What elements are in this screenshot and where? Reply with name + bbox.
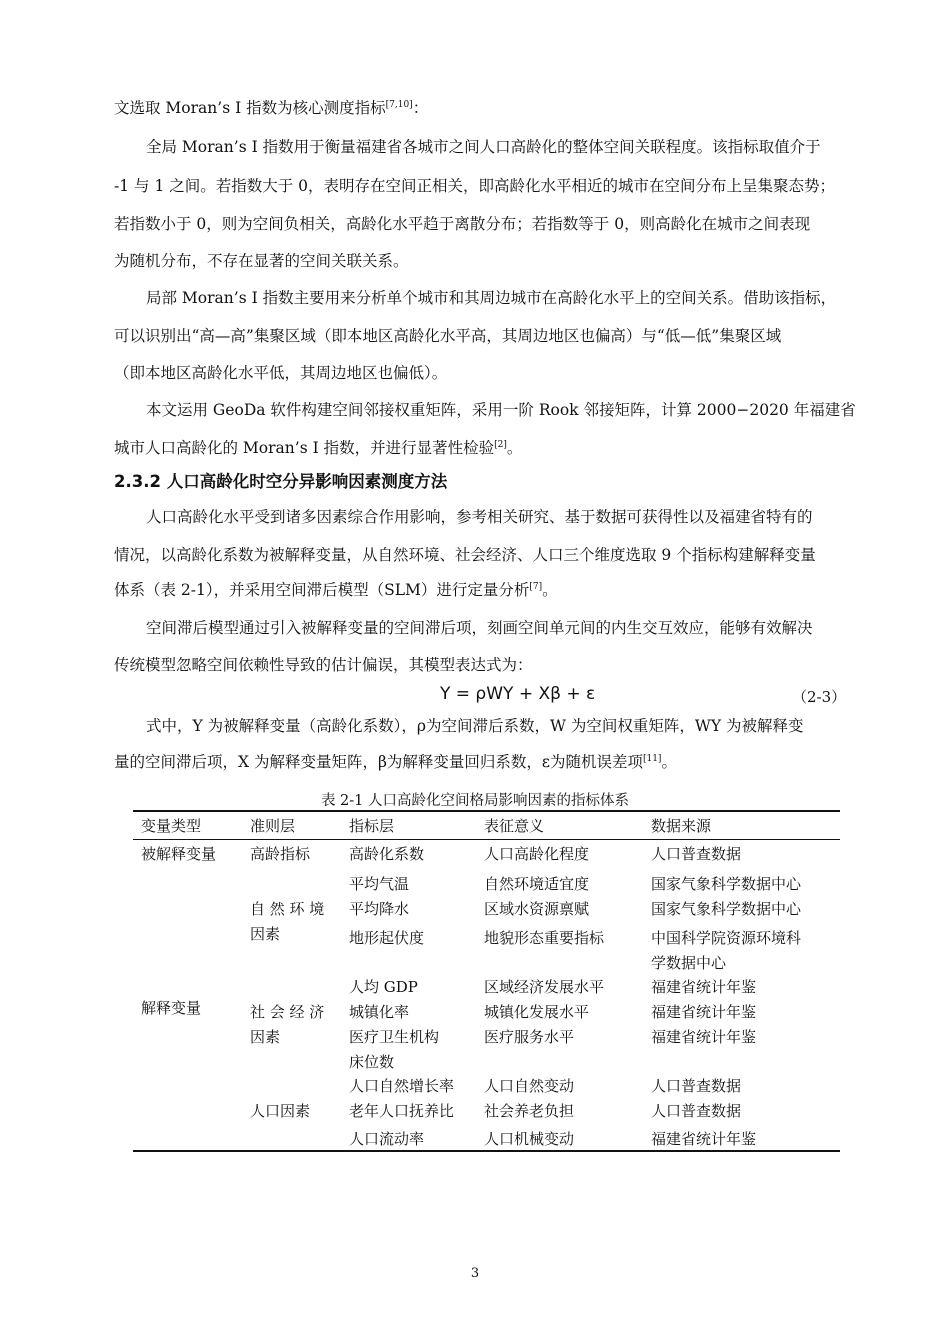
paragraph-factors-line: 情况，以高龄化系数为被解释变量，从自然环境、社会经济、人口三个维度选取 9 个指标构建解释变量: [114, 546, 816, 564]
paragraph-factors-line: [114, 580, 860, 600]
paragraph-local-moran-line: （即本地区高龄化水平低，其周边地区也偏低）。: [114, 364, 448, 382]
table-cell-source: 福建省统计年鉴: [651, 978, 757, 996]
table-cell-meaning: 人口自然变动: [484, 1077, 575, 1095]
paragraph-global-moran-line: 为随机分布，不存在显著的空间关联关系。: [114, 252, 409, 270]
equation-number: （2-3）: [792, 688, 847, 706]
table-cell-indicator: 人均 GDP: [349, 978, 418, 996]
table-cell-indicator: 人口流动率: [349, 1130, 425, 1148]
citation: [7,10]: [385, 100, 413, 110]
paragraph-local-moran-line: 局部 Moran’s I 指数主要用来分析单个城市和其周边城市在高龄化水平上的空间关系。借助该指标，: [146, 289, 837, 307]
table-cell-meaning: 社会养老负担: [484, 1102, 575, 1120]
table-cell-meaning: 区域经济发展水平: [484, 978, 605, 996]
table-bottom-rule: [133, 1150, 840, 1152]
table-cell-meaning: 地貌形态重要指标: [484, 929, 605, 947]
paragraph-variables-line: 式中，Y 为被解释变量（高龄化系数），ρ为空间滞后系数，W 为空间权重矩阵，WY 为被解释变: [146, 717, 804, 735]
paragraph-global-moran-line: -1 与 1 之间。若指数大于 0，表明存在空间正相关，即高龄化水平相近的城市在空间分布上呈集聚态势；: [114, 177, 836, 195]
paragraph-local-moran-line: 可以识别出“高—高”集聚区域（即本地区高龄化水平高，其周边地区也偏高）与“低—低”集聚区域: [114, 327, 782, 345]
table-cell-indicator: 老年人口抚养比: [349, 1102, 455, 1120]
table-cell-source: 福建省统计年鉴: [651, 1003, 757, 1021]
table-cell-indicator: 高龄化系数: [349, 845, 425, 863]
paragraph-factors-line: 人口高龄化水平受到诸多因素综合作用影响，参考相关研究、基于数据可获得性以及福建省特有的: [146, 508, 813, 526]
paragraph-global-moran-line: 若指数小于 0，则为空间负相关，高龄化水平趋于离散分布；若指数等于 0，则高龄化在城市之间表现: [114, 215, 811, 233]
table-header-cell: 准则层: [250, 817, 296, 835]
table-cell-criterion: 人口因素: [250, 1102, 311, 1120]
text-span: 体系（表 2-1），并采用空间滞后模型（SLM）进行定量分析: [114, 581, 530, 599]
table-cell-source: 人口普查数据: [651, 1102, 742, 1120]
table-cell-indicator: 人口自然增长率: [349, 1077, 455, 1095]
text-span: 。: [661, 753, 677, 771]
table-cell-source: 人口普查数据: [651, 845, 742, 863]
citation: [11]: [642, 754, 662, 764]
paragraph-intro-tail: [114, 98, 860, 118]
text-span: ：: [412, 99, 429, 117]
citation: [7]: [529, 582, 543, 592]
text-span: 。: [542, 581, 558, 599]
table-cell-source: 人口普查数据: [651, 1077, 742, 1095]
table-cell-indicator: 医疗卫生机构: [349, 1028, 440, 1046]
formula: Y = ρWY + Xβ + ε: [440, 684, 596, 704]
table-cell-source: 福建省统计年鉴: [651, 1028, 757, 1046]
table-header-cell: 指标层: [349, 817, 395, 835]
page-number: 3: [470, 1266, 480, 1281]
text-span: 城市人口高龄化的 Moran’s I 指数，并进行显著性检验: [114, 439, 495, 457]
text-span: 量的空间滞后项，X 为解释变量矩阵，β为解释变量回归系数，ε为随机误差项: [114, 753, 643, 771]
paragraph-geoda-line: 本文运用 GeoDa 软件构建空间邻接权重矩阵，采用一阶 Rook 邻接矩阵，计算 2000−2020 年福建省: [146, 401, 856, 419]
table-cell-meaning: 区域水资源禀赋: [484, 900, 590, 918]
table-cell-type: 解释变量: [141, 999, 202, 1017]
table-cell-criterion: 因素: [250, 925, 281, 943]
section-heading: 2.3.2 人口高龄化时空分异影响因素测度方法: [114, 472, 448, 491]
text-span: 。: [506, 439, 523, 457]
table-cell-indicator: 平均气温: [349, 875, 410, 893]
table-top-rule: [133, 810, 840, 812]
paragraph-global-moran-line: 全局 Moran’s I 指数用于衡量福建省各城市之间人口高龄化的整体空间关联程度。该指标取值介于: [146, 138, 821, 156]
table-header-rule: [133, 839, 840, 840]
table-cell-type: 被解释变量: [141, 845, 217, 863]
table-cell-criterion: 社 会 经 济: [250, 1003, 325, 1021]
table-cell-criterion: 高龄指标: [250, 845, 311, 863]
table-cell-indicator: 城镇化率: [349, 1003, 410, 1021]
table-cell-criterion: 因素: [250, 1028, 281, 1046]
table-cell-source: 国家气象科学数据中心: [651, 875, 802, 893]
table-caption: 表 2-1 人口高龄化空间格局影响因素的指标体系: [320, 793, 630, 809]
table-cell-source: 福建省统计年鉴: [651, 1130, 757, 1148]
table-header-cell: 表征意义: [484, 817, 545, 835]
table-cell-meaning: 自然环境适宜度: [484, 875, 590, 893]
table-cell-meaning: 医疗服务水平: [484, 1028, 575, 1046]
citation: [2]: [494, 440, 507, 450]
table-cell-source: 中国科学院资源环境科: [651, 929, 802, 947]
paragraph-variables-line: [114, 752, 860, 772]
table-cell-meaning: 人口机械变动: [484, 1130, 575, 1148]
table-header-cell: 数据来源: [651, 817, 712, 835]
table-cell-meaning: 人口高龄化程度: [484, 845, 590, 863]
paragraph-slm-line: 空间滞后模型通过引入被解释变量的空间滞后项，刻画空间单元间的内生交互效应，能够有效解决: [146, 619, 813, 637]
paragraph-geoda-line: [114, 438, 860, 458]
table-cell-source: 国家气象科学数据中心: [651, 900, 802, 918]
table-cell-indicator: 平均降水: [349, 900, 410, 918]
text-span: 文选取 Moran’s I 指数为核心测度指标: [114, 99, 386, 117]
table-cell-source: 学数据中心: [651, 954, 727, 972]
table-header-cell: 变量类型: [141, 817, 202, 835]
table-cell-criterion: 自 然 环 境: [250, 900, 325, 918]
table-cell-indicator: 地形起伏度: [349, 929, 425, 947]
table-cell-indicator: 床位数: [349, 1053, 395, 1071]
paragraph-slm-line: 传统模型忽略空间依赖性导致的估计偏误，其模型表达式为：: [114, 656, 533, 674]
table-cell-meaning: 城镇化发展水平: [484, 1003, 590, 1021]
